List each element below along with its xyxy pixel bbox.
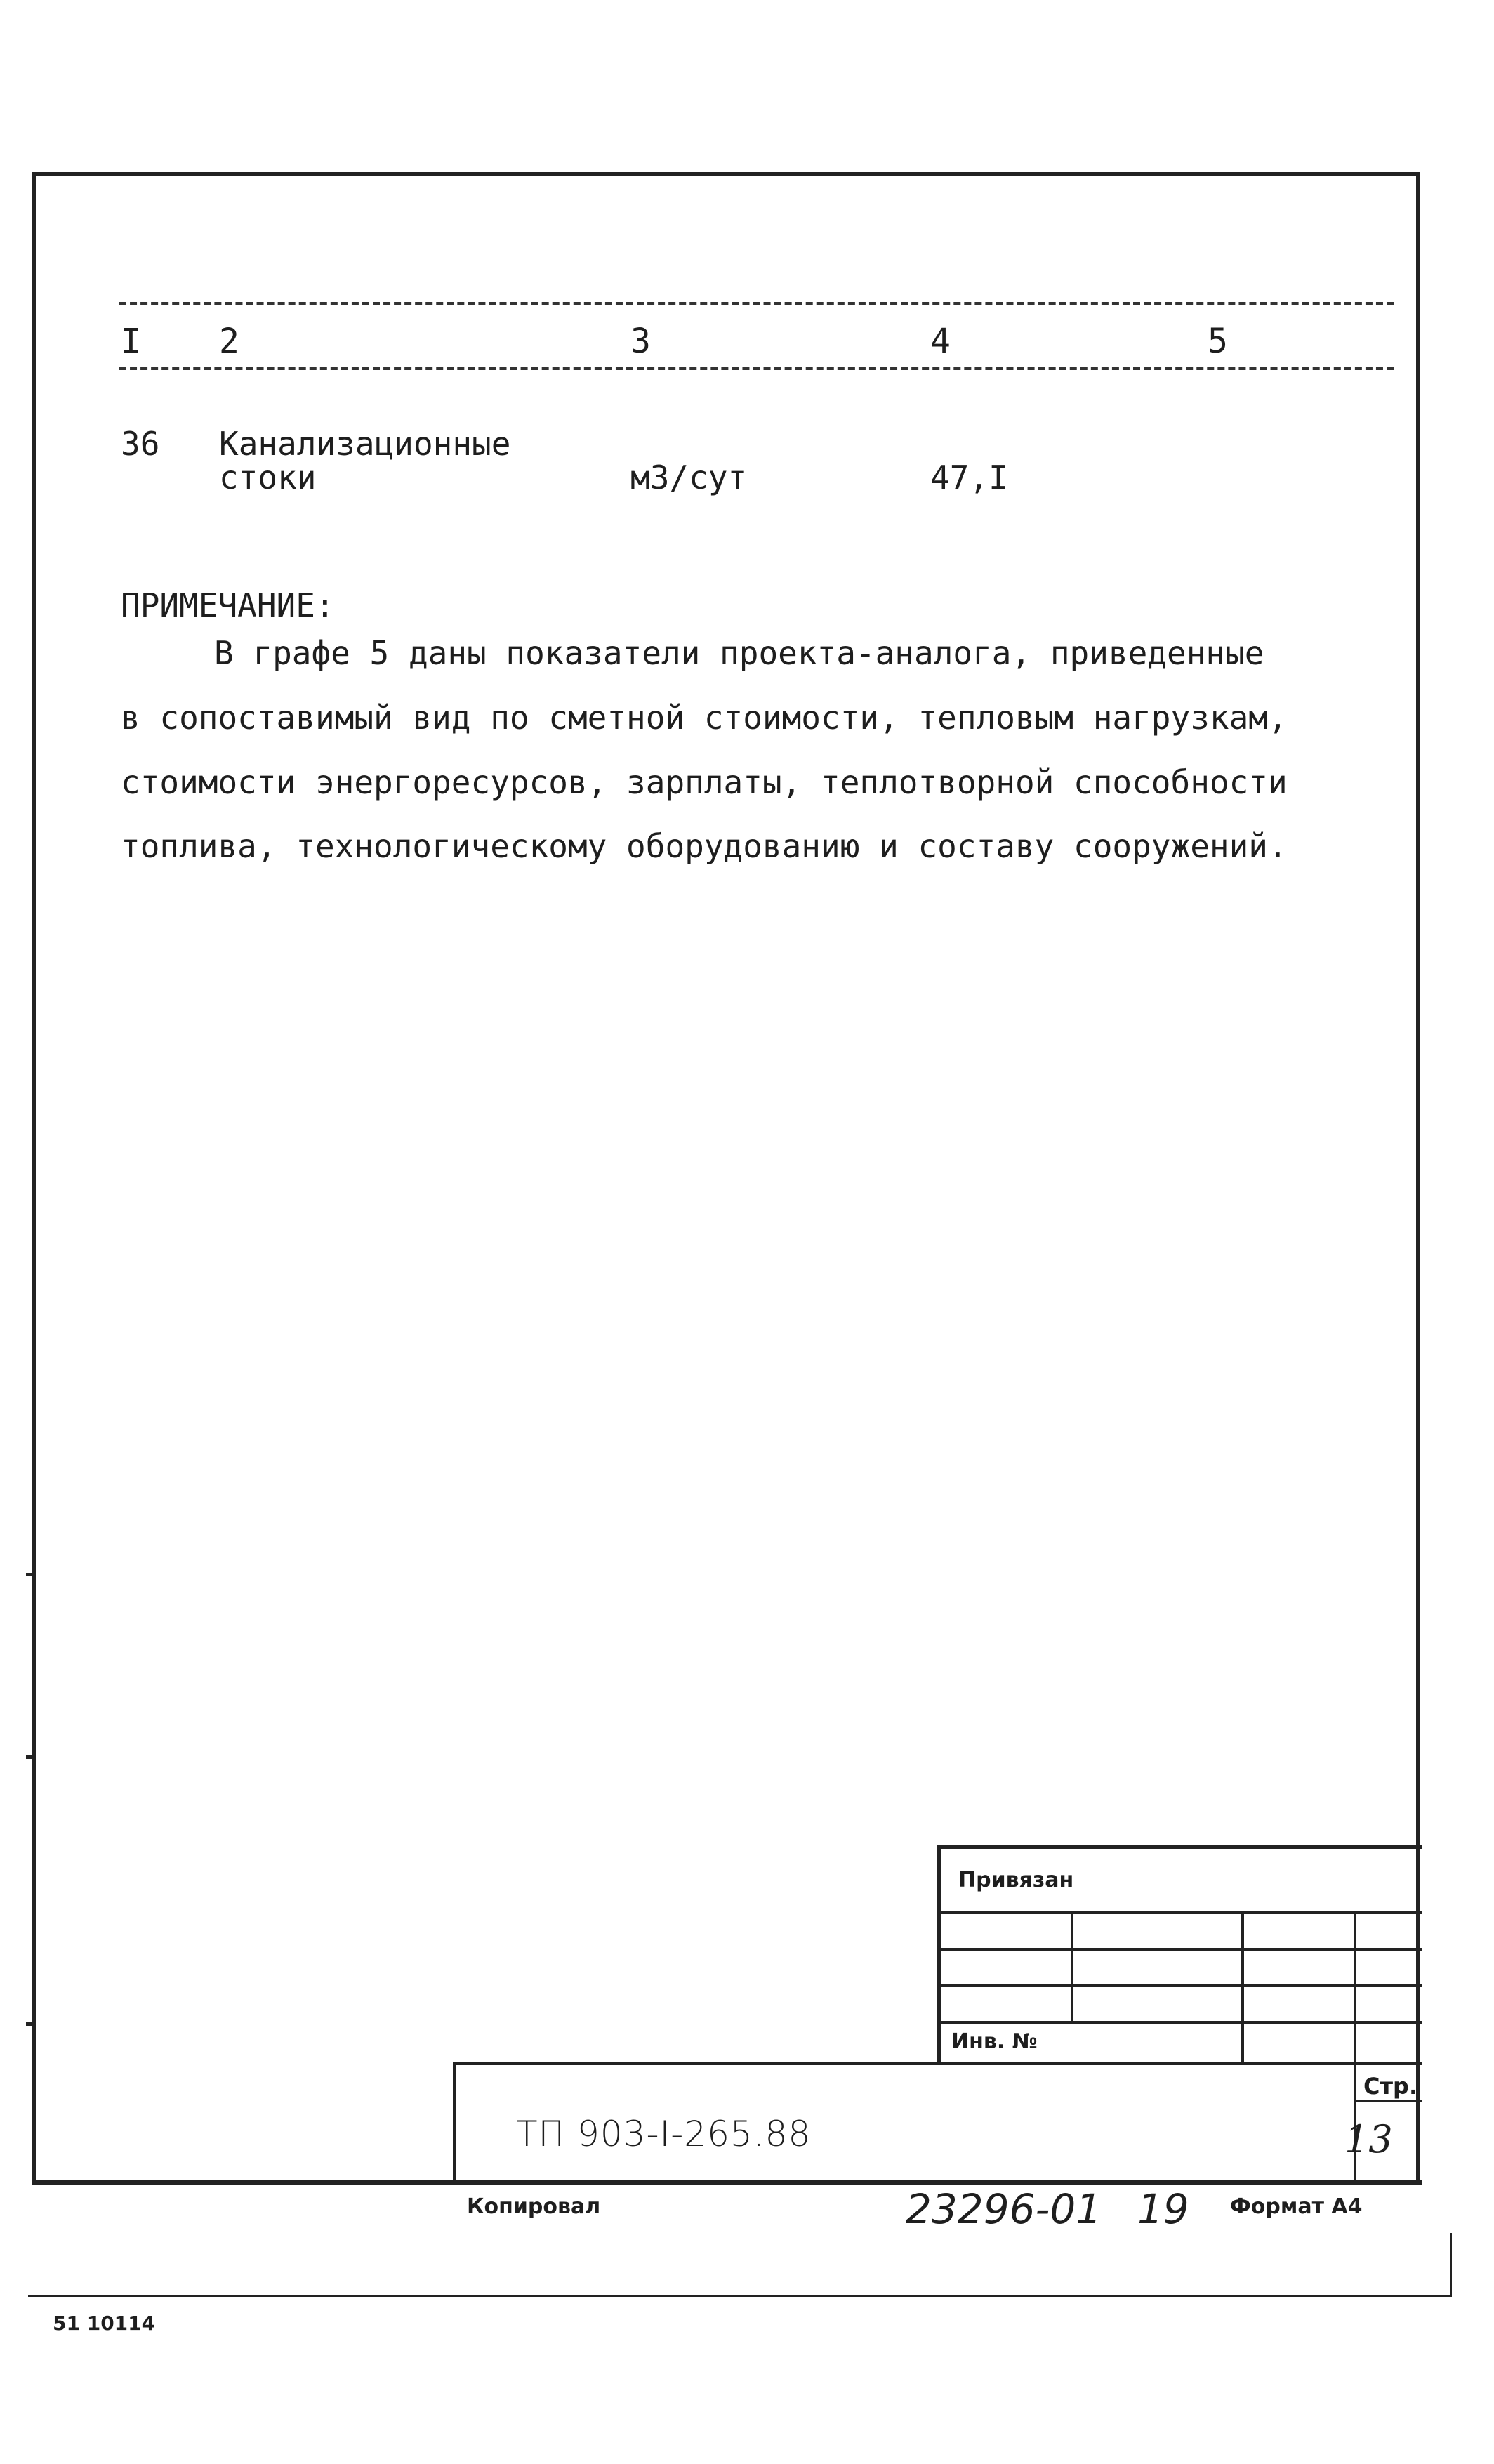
print-code: 51 10114 bbox=[53, 2312, 156, 2335]
note-line-1: В графе 5 даны показатели проекта-аналога, приведенные bbox=[214, 634, 1264, 672]
table-top-dashed-rule bbox=[119, 302, 1394, 305]
column-header-2: 2 bbox=[219, 322, 239, 361]
row-name-line1: Канализационные bbox=[219, 425, 511, 463]
page-number: 13 bbox=[1344, 2117, 1393, 2161]
column-header-1: I bbox=[121, 322, 141, 361]
title-block-left-rule bbox=[453, 2062, 456, 2182]
handwritten-order-number: 23296-01 bbox=[906, 2185, 1102, 2233]
stamp-divider bbox=[1354, 1911, 1356, 2064]
trim-mark bbox=[1450, 2233, 1452, 2296]
frame-bottom-line bbox=[32, 2180, 1422, 2185]
stamp-rule bbox=[937, 1911, 1422, 1914]
note-heading: ПРИМЕЧАНИЕ: bbox=[121, 586, 335, 624]
row-number: 36 bbox=[121, 425, 160, 463]
format-label: Формат А4 bbox=[1230, 2194, 1363, 2219]
bound-label: Привязан bbox=[958, 1868, 1074, 1892]
margin-tick bbox=[26, 1755, 33, 1759]
title-block-top-rule bbox=[453, 2062, 1422, 2065]
column-header-4: 4 bbox=[930, 322, 951, 361]
row-unit: м3/сут bbox=[630, 459, 748, 496]
inventory-number-label: Инв. № bbox=[951, 2029, 1038, 2054]
stamp-divider bbox=[1071, 1911, 1073, 2021]
handwritten-sheet-number: 19 bbox=[1137, 2185, 1189, 2233]
row-name-line2: стоки bbox=[219, 459, 317, 496]
margin-tick bbox=[26, 1573, 33, 1576]
page-cell-rule bbox=[1354, 2100, 1422, 2102]
copied-by-label: Копировал bbox=[467, 2194, 601, 2219]
document-code: ТП 903-I-265.88 bbox=[516, 2114, 812, 2154]
margin-tick bbox=[26, 2022, 33, 2026]
stamp-divider bbox=[1241, 1911, 1244, 2064]
note-line-2: в сопоставимый вид по сметной стоимости, тепловым нагрузкам, bbox=[121, 699, 1288, 737]
column-header-5: 5 bbox=[1208, 322, 1228, 361]
stamp-rule bbox=[937, 2021, 1422, 2024]
trim-line bbox=[28, 2295, 1452, 2297]
table-header-dashed-rule bbox=[119, 367, 1394, 370]
page-label: Стр. bbox=[1363, 2073, 1418, 2100]
stamp-rule bbox=[937, 1984, 1422, 1987]
row-value: 47,I bbox=[930, 459, 1008, 496]
note-line-3: стоимости энергоресурсов, зарплаты, теплотворной способности bbox=[121, 763, 1288, 801]
column-header-3: 3 bbox=[630, 322, 651, 361]
stamp-rule bbox=[937, 1948, 1422, 1951]
note-line-4: топлива, технологическому оборудованию и составу сооружений. bbox=[121, 827, 1288, 865]
